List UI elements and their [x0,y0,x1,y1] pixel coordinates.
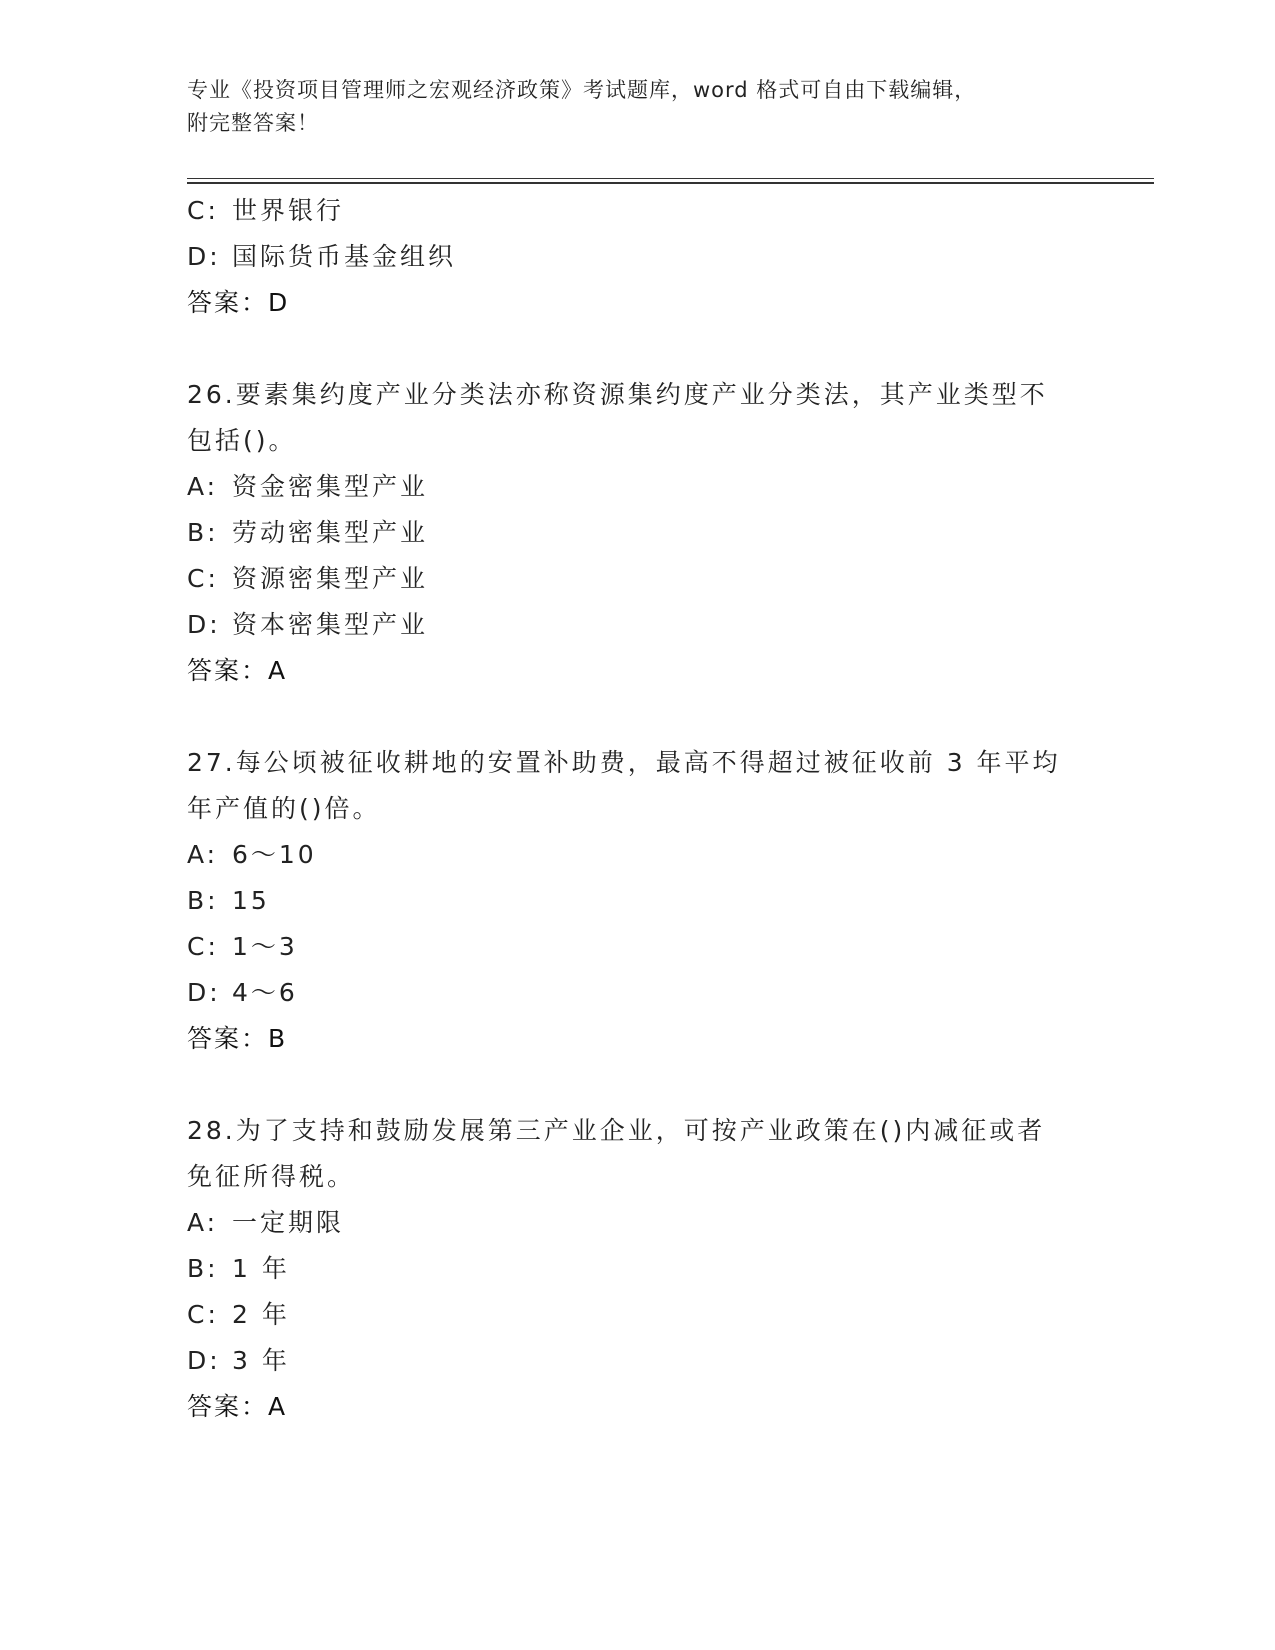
option-text: 1 年 [232,1254,290,1283]
option-label: A: [187,840,219,869]
question-text-line-1: 26.要素集约度产业分类法亦称资源集约度产业分类法，其产业类型不 [187,380,1048,409]
option-d [187,234,1087,280]
question-text-line-2: 年产值的()倍。 [187,794,381,823]
option-b [187,1246,1087,1292]
option-b [187,510,1087,556]
option-label: C: [187,564,219,593]
question-28 [187,1108,1087,1430]
answer-line: 答案：B [187,1024,288,1053]
option-c [187,924,1087,970]
answer-line: 答案：A [187,656,288,685]
page-header [187,74,1067,140]
option-text: 资源密集型产业 [232,564,429,593]
option-text: 一定期限 [232,1208,345,1237]
answer-line: 答案：D [187,288,290,317]
option-text: 资金密集型产业 [232,472,429,501]
prev-question-tail [187,188,1087,326]
header-divider-thin [187,178,1154,179]
header-line-2: 附完整答案！ [187,111,319,135]
option-a [187,832,1087,878]
option-text: 6～10 [232,840,317,869]
option-label: B: [187,518,219,547]
option-text: 1～3 [232,932,298,961]
option-text: 2 年 [232,1300,290,1329]
answer-line: 答案：A [187,1392,288,1421]
option-text: 4～6 [232,978,298,1007]
spacer [187,1062,1087,1108]
option-label: D: [187,242,221,271]
option-label: D: [187,610,221,639]
spacer [187,694,1087,740]
option-d [187,1338,1087,1384]
option-label: A: [187,472,219,501]
header-line-1: 专业《投资项目管理师之宏观经济政策》考试题库，word 格式可自由下载编辑， [187,78,977,102]
option-c [187,556,1087,602]
option-text: 资本密集型产业 [232,610,429,639]
question-text-line-2: 包括()。 [187,426,297,455]
question-text-line-2: 免征所得税。 [187,1162,356,1191]
option-d [187,602,1087,648]
option-label: C: [187,196,219,225]
option-label: C: [187,1300,219,1329]
spacer [187,326,1087,372]
question-text-line-1: 27.每公顷被征收耕地的安置补助费，最高不得超过被征收前 3 年平均 [187,748,1061,777]
option-label: B: [187,886,219,915]
header-divider-thick [187,182,1154,184]
option-label: D: [187,978,221,1007]
option-text: 3 年 [232,1346,290,1375]
option-text: 国际货币基金组织 [232,242,457,271]
option-a [187,1200,1087,1246]
option-text: 15 [232,886,270,915]
question-text-line-1: 28.为了支持和鼓励发展第三产业企业，可按产业政策在()内减征或者 [187,1116,1046,1145]
option-d [187,970,1087,1016]
option-c [187,1292,1087,1338]
option-c [187,188,1087,234]
option-text: 世界银行 [232,196,345,225]
option-label: B: [187,1254,219,1283]
option-b [187,878,1087,924]
question-26 [187,372,1087,694]
option-label: A: [187,1208,219,1237]
option-a [187,464,1087,510]
option-text: 劳动密集型产业 [232,518,429,547]
option-label: D: [187,1346,221,1375]
option-label: C: [187,932,219,961]
question-content [187,188,1087,1430]
question-27 [187,740,1087,1062]
